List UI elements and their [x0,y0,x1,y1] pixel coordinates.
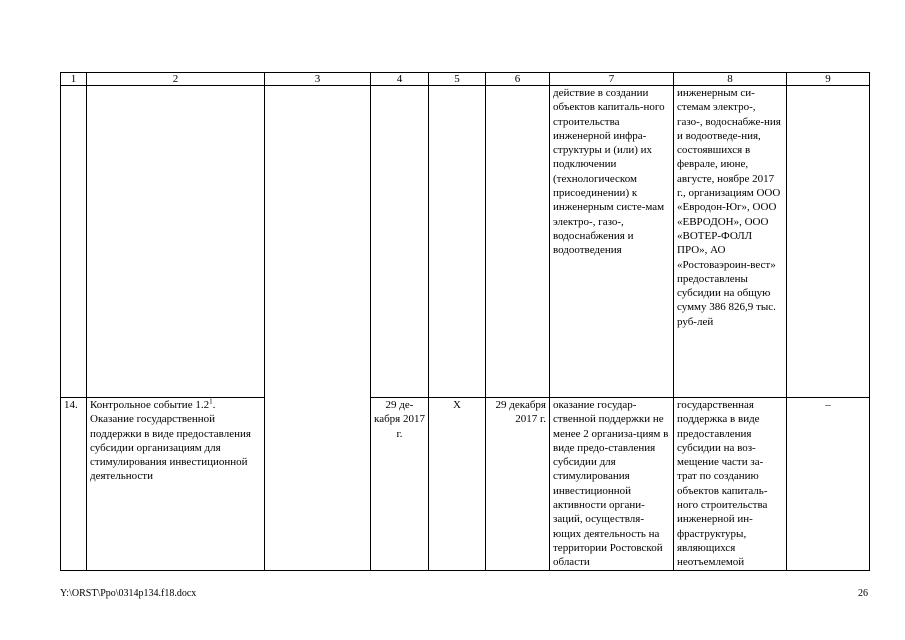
header-cell: 5 [429,73,486,86]
result-text-cell: действие в создании объектов капиталь-ного строительства инженерной инфра-структуры и (или) их подключении (технологическом присоединении) к инженерным систе-мам электро-, газо-, водоснабжения и водоотведения [550,86,674,398]
event-name-prefix: Контрольное событие 1.2 [90,399,210,411]
actual-result-cell: государственная поддержка в виде предоставления субсидии на воз-мещение части за-трат по созданию объектов капиталь-ного строительства инженерной ин-фраструктуры, являющихся неотъемлемой [674,398,787,571]
header-cell: 7 [550,73,674,86]
table-cell [265,86,371,571]
footnote-mark: 1 [209,397,213,406]
header-cell: 2 [87,73,265,86]
actual-result-cell: инженерным си-стемам электро-, газо-, водоснабже-ния и водоотведе-ния, состоявшихся в феврале, июне, августе, ноябре 2017 г., организациям ООО «Евродон-Юг», ООО «ЕВРОДОН», ООО «ВОТЕР-ФОЛЛ ПРО», АО «Ростоваэроин-вест» предоставлены субсидии на общую сумму 386 826,9 тыс. руб-лей [674,86,787,398]
mark-cell: Х [429,398,486,571]
table-cell [787,86,870,398]
page-number: 26 [858,588,868,599]
event-name-cell [87,398,265,571]
header-cell: 4 [371,73,429,86]
table-row [61,398,870,571]
event-name-text: . Оказание государственной поддержки в виде предоставления субсидии организациям для стимулирования инвестиционной деятельности [90,399,251,483]
table-cell [87,86,265,398]
document-table [60,72,870,571]
table-cell [61,86,87,398]
row-number-cell: 14. [61,398,87,571]
header-cell: 8 [674,73,787,86]
header-row [61,73,870,86]
table-cell [371,86,429,398]
header-cell: 3 [265,73,371,86]
table-cell [486,86,550,398]
table-row [61,86,870,398]
notes-cell: – [787,398,870,571]
actual-date-cell: 29 декабря 2017 г. [486,398,550,571]
planned-date-cell: 29 де-кабря 2017 г. [371,398,429,571]
table-cell [429,86,486,398]
header-cell: 1 [61,73,87,86]
header-cell: 6 [486,73,550,86]
result-text-cell: оказание государ-ственной поддержки не менее 2 организа-циям в виде предо-ставления субсидии для стимулирования инвестиционной активности органи-заций, осуществля-ющих деятельность на территории Ростовской области [550,398,674,571]
header-cell: 9 [787,73,870,86]
file-path-footer: Y:\ORST\Ppo\0314p134.f18.docx [60,588,197,599]
